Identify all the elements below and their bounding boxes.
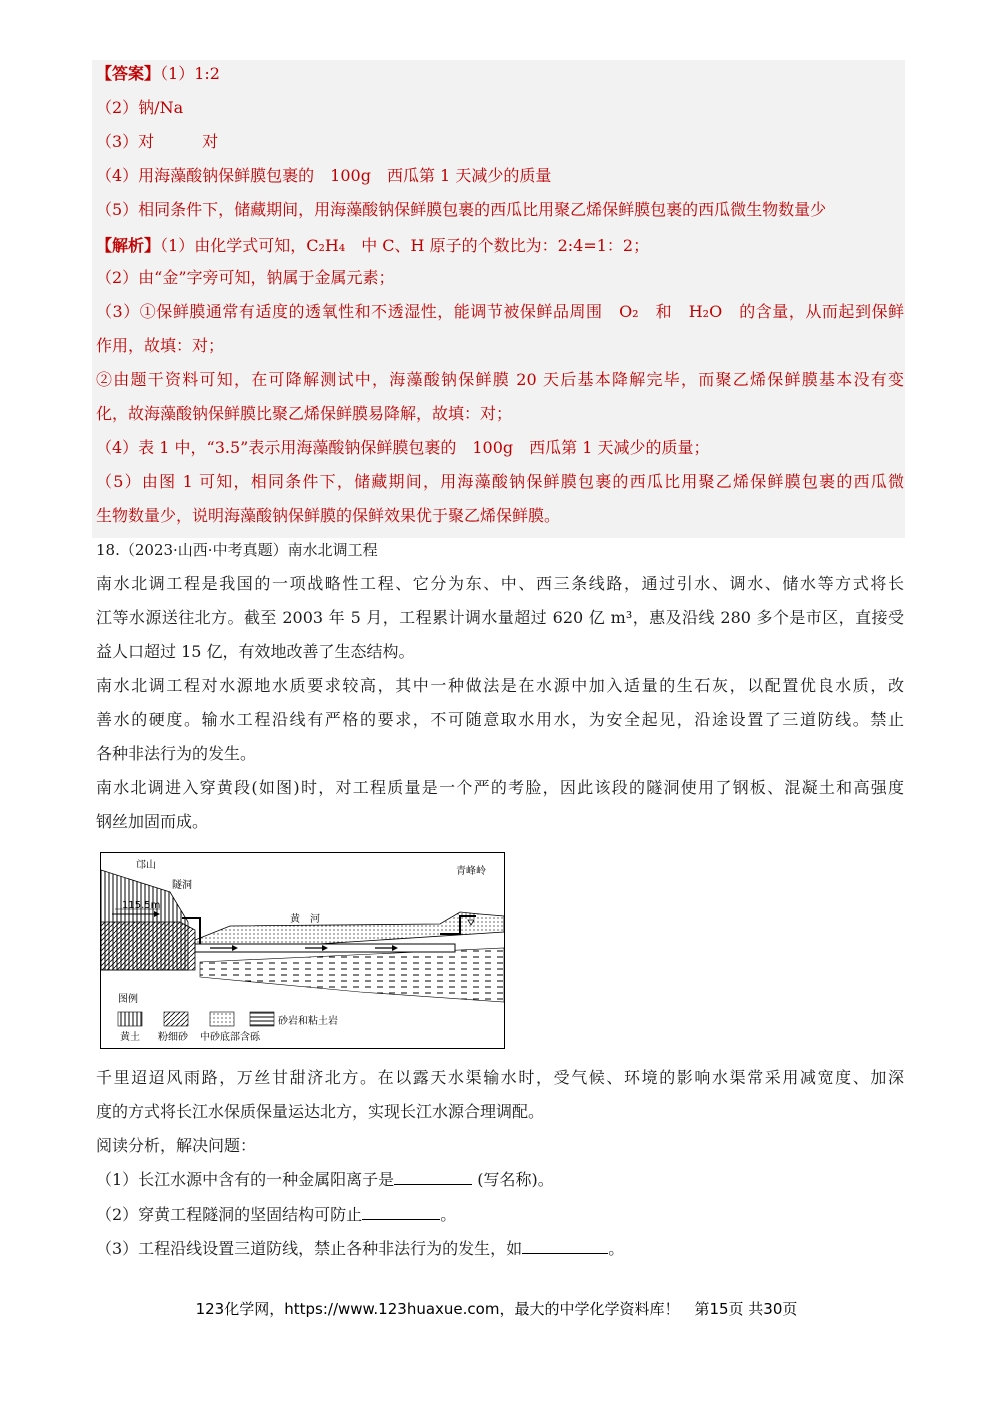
para2a: 南水北调工程对水源地水质要求较高，其中一种做法是在水源中加入适量的生石灰，以配置优良水质，改 (96, 676, 904, 695)
answer-5: （5）相同条件下，储藏期间，用海藻酸钠保鲜膜包裹的西瓜比用聚乙烯保鲜膜包裹的西瓜微生物数量少 (96, 200, 827, 219)
question-header: 18.（2023·山西·中考真题）南水北调工程 (96, 541, 378, 559)
question-3: （3）工程沿线设置三道防线，禁止各种非法行为的发生，如 。 (96, 1239, 625, 1258)
para2b: 善水的硬度。输水工程沿线有严格的要求，不可随意取水用水，为安全起见，沿途设置了三道防线。禁止 (96, 710, 904, 729)
analysis-3a: （3）①保鲜膜通常有适度的透氧性和不透湿性，能调节被保鲜品周围 O₂ 和 H₂O 的含量，从而起到保鲜 (96, 302, 904, 321)
elevation-label: 115.5m (122, 900, 161, 911)
analysis-line-1 (96, 236, 649, 256)
para4a: 千里迢迢风雨路，万丝甘甜济北方。在以露天水渠输水时，受气候、环境的影响水渠常采用减宽度、加深 (96, 1068, 904, 1087)
tunnel-cross-section-figure (100, 852, 505, 1049)
analysis-4a: ②由题干资料可知，在可降解测试中，海藻酸钠保鲜膜 20 天后基本降解完毕，而聚乙烯保鲜膜基本没有变 (96, 370, 904, 389)
analysis-1: （1）由化学式可知，C₂H₄ 中 C、H 原子的个数比为：2:4=1：2； (160, 236, 650, 255)
answer-2: （2）钠/Na (96, 98, 184, 117)
answer-1: （1）1:2 (160, 64, 220, 83)
tunnel-label: 隧洞 (172, 880, 192, 891)
analysis-2: （2）由“金”字旁可知，钠属于金属元素； (96, 268, 395, 287)
para4b: 度的方式将长江水保质保量运达北方，实现长江水源合理调配。 (96, 1102, 545, 1121)
para3a: 南水北调进入穿黄段(如图)时，对工程质量是一个严的考脸，因此该段的隧洞使用了钢板、混凝土和高强度 (96, 778, 904, 797)
para1b: 江等水源送往北方。截至 2003 年 5 月，工程累计调水量超过 620 亿 m³，惠及沿线 280 多个是市区，直接受 (96, 608, 904, 627)
answer-blank-2[interactable] (362, 1205, 440, 1220)
para3b: 钢丝加固而成。 (96, 812, 209, 831)
qingfengling-label: 青峰岭 (456, 866, 486, 877)
para1a: 南水北调工程是我国的一项战略性工程、它分为东、中、西三条线路，通过引水、调水、储水等方式将长 (96, 574, 904, 593)
mangshan-label: 邙山 (136, 860, 156, 871)
page-footer: 123化学网，https://www.123huaxue.com，最大的中学化学资料库！ 第15页 共30页 (195, 1300, 798, 1318)
answer-3: （3）对 对 (96, 132, 219, 151)
answer-blank-3[interactable] (522, 1239, 608, 1254)
question-2: （2）穿黄工程隧洞的坚固结构可防止 。 (96, 1205, 457, 1224)
answer-blank-1[interactable] (394, 1170, 472, 1185)
analysis-tag: 【解析】 (96, 236, 161, 255)
analysis-4b: 化，故海藻酸钠保鲜膜比聚乙烯保鲜膜易降解，故填：对； (96, 404, 513, 423)
river-label: 黄 河 (290, 914, 320, 925)
question-1: （1）长江水源中含有的一种金属阳离子是 (写名称)。 (96, 1170, 554, 1189)
legend-sandstone: 砂岩和粘土岩 (278, 1016, 338, 1027)
analysis-3b: 作用，故填：对； (96, 336, 225, 355)
legend-loess: 黄土 (120, 1032, 140, 1043)
tunnel-diagram (100, 852, 505, 1049)
para2c: 各种非法行为的发生。 (96, 744, 257, 763)
para1c: 益人口超过 15 亿，有效地改善了生态结构。 (96, 642, 415, 661)
analysis-6b: 生物数量少，说明海藻酸钠保鲜膜的保鲜效果优于聚乙烯保鲜膜。 (96, 506, 561, 525)
fine-sand-layer (101, 922, 195, 970)
analysis-5: （4）表 1 中，“3.5”表示用海藻酸钠保鲜膜包裹的 100g 西瓜第 1 天减少的质量； (96, 438, 710, 457)
analysis-6a: （5）由图 1 可知，相同条件下，储藏期间，用海藻酸钠保鲜膜包裹的西瓜比用聚乙烯保鲜膜包裹的西瓜微 (96, 472, 904, 491)
answer-4: （4）用海藻酸钠保鲜膜包裹的 100g 西瓜第 1 天减少的质量 (96, 166, 552, 185)
legend-fine-sand: 粉细砂 (158, 1032, 188, 1043)
legend-medium-sand: 中砂底部含砾 (200, 1032, 260, 1043)
answer-line-1 (96, 64, 220, 84)
answer-tag: 【答案】 (96, 64, 161, 83)
para5: 阅读分析，解决问题： (96, 1136, 257, 1155)
legend-title: 图例 (118, 994, 138, 1005)
